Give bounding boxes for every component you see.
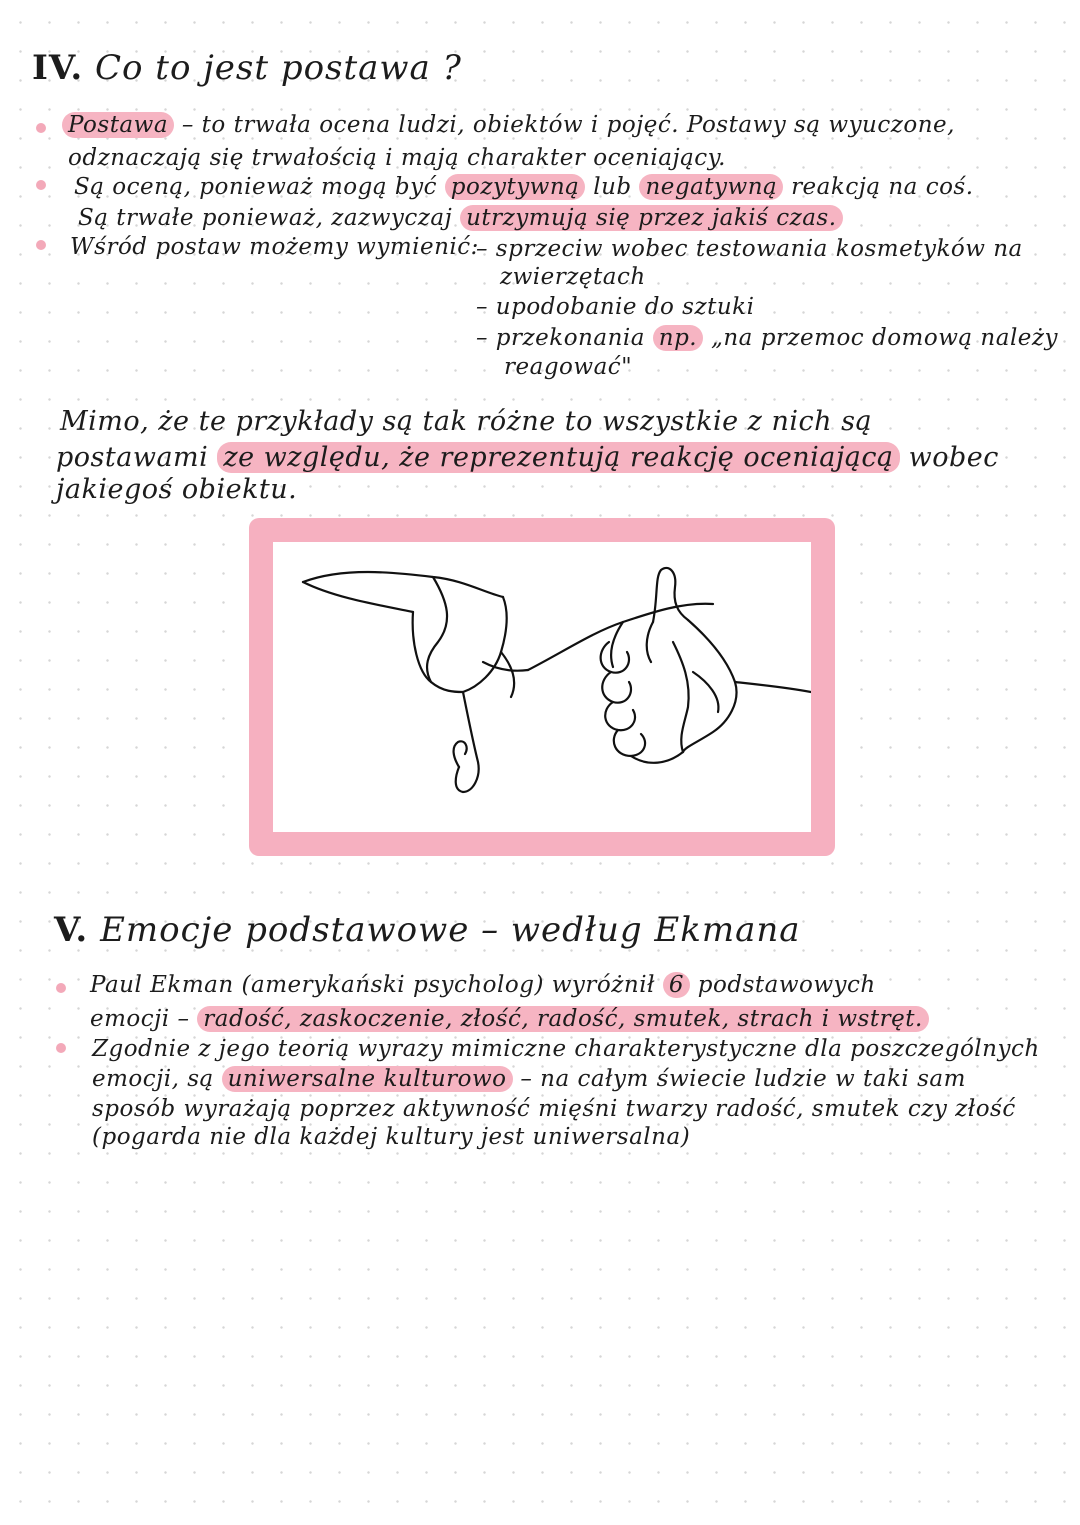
universal-highlight: uniwersalne kulturowo [222,1066,513,1092]
section-5-heading [54,910,801,950]
reaction-text: reakcją na coś. [791,174,974,200]
ekman-text-1: Paul Ekman (amerykański psycholog) wyróżnił [90,972,656,998]
negative-highlight: negatywną [639,174,783,200]
bullet-4 [56,983,66,993]
bullet-5 [56,1043,66,1053]
definition-line-1 [62,112,955,138]
np-highlight: np. [653,325,703,351]
ekman-line-5: sposób wyrażają poprzez aktywność mięśni twarzy radość, smutek czy złość [92,1096,1016,1122]
summary-line-1: Mimo, że te przykłady są tak różne to wszystkie z nich są [60,406,873,437]
term-postawa: Postawa [62,112,174,138]
summary-line-2 [56,442,999,473]
bullet-3 [36,240,46,250]
section-5-title: Emocje podstawowe – według Ekmana [100,910,801,950]
ekman-line-1 [90,972,876,998]
example-3-line-1 [476,325,1058,351]
ekman-line-3: Zgodnie z jego teorią wyrazy mimiczne charakterystyczne dla poszczególnych [92,1036,1040,1062]
durability-highlight: utrzymują się przez jakiś czas. [460,205,842,231]
durability-line [78,205,843,231]
or-text: lub [593,174,632,200]
universal-suffix: – na całym świecie ludzie w taki sam [520,1066,966,1092]
example-1-line-1: – sprzeciw wobec testowania kosmetyków na [476,236,1023,262]
ekman-line-4 [92,1066,966,1092]
summary-highlight: ze względu, że reprezentują reakcję oceniającą [217,442,899,473]
example-3-line-2: reagować" [504,354,633,380]
universal-prefix: emocji, są [92,1066,214,1092]
example-2: – upodobanie do sztuki [476,294,755,320]
summary-postawami: postawami [56,442,209,473]
bullet-1 [36,123,46,133]
ekman-line-2 [90,1006,929,1032]
image-canvas [273,542,811,832]
definition-line-2: odznaczają się trwałością i mają charakter oceniający. [68,145,726,171]
emotions-highlight: radość, zaskoczenie, złość, radość, smutek, strach i wstręt. [197,1006,928,1032]
positive-highlight: pozytywną [445,174,586,200]
example-1-line-2: zwierzętach [500,264,646,290]
section-5-number: V. [54,910,89,950]
summary-line-3: jakiegoś obiektu. [56,474,298,505]
example-3-quote: „na przemoc domową należy [710,325,1059,351]
ekman-line-6: (pogarda nie dla każdej kultury jest uniwersalna) [92,1124,691,1150]
section-4-number: IV. [32,48,84,88]
emotions-prefix: emocji – [90,1006,190,1032]
definition-text-1: – to trwała ocena ludzi, obiektów i pojęć. Postawy są wyuczone, [181,112,955,138]
evaluation-line [74,174,974,200]
summary-wobec: wobec [908,442,999,473]
example-3-text: – przekonania [476,325,645,351]
section-4-heading [32,48,462,88]
ekman-text-1b: podstawowych [697,972,876,998]
examples-intro: Wśród postaw możemy wymienić: [70,234,479,260]
thumbs-line-drawing [273,542,811,832]
image-frame [249,518,835,856]
section-4-title: Co to jest postawa ? [95,48,462,88]
bullet-2 [36,180,46,190]
six-highlight: 6 [663,972,690,998]
evaluation-text: Są oceną, ponieważ mogą być [74,174,437,200]
durability-text: Są trwałe ponieważ, zazwyczaj [78,205,453,231]
